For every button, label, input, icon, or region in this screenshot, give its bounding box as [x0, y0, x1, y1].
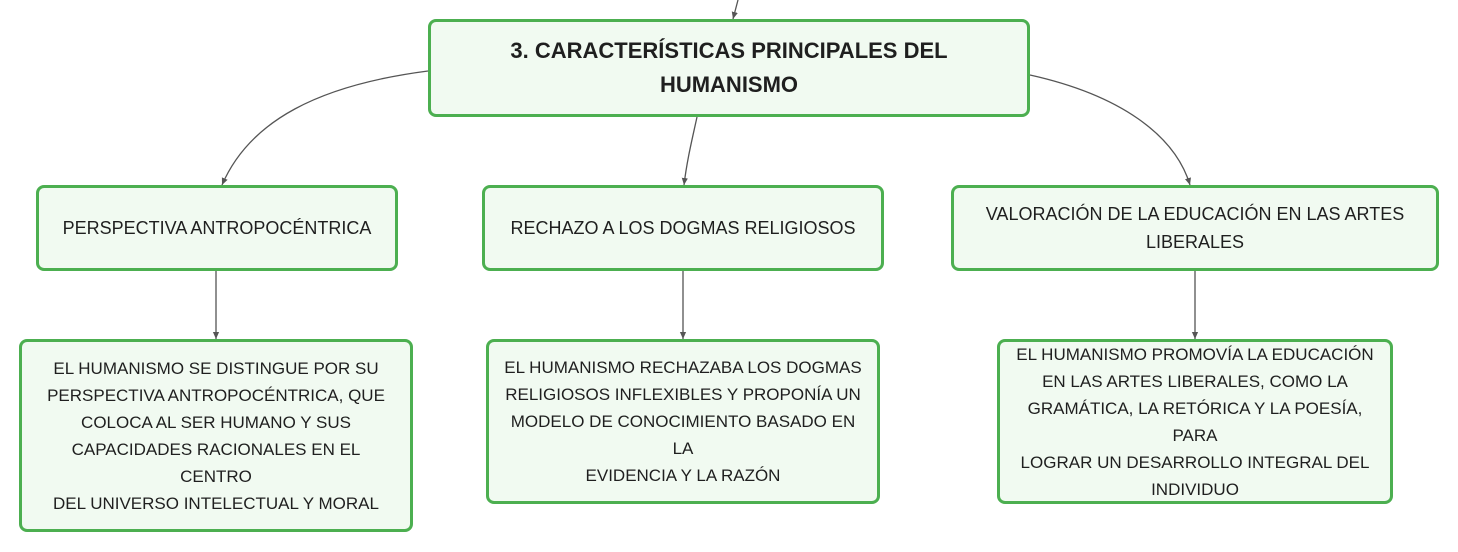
detail-text-antropocentrica: EL HUMANISMO SE DISTINGUE POR SU PERSPECTIVA ANTROPOCÉNTRICA, QUE COLOCA AL SER HUMANO Y SUS CAPACIDADES RACIONALES EN EL CENTRO DEL UNIVERSO INTELECTUAL Y MORAL [47, 358, 385, 513]
branch-label-educacion: VALORACIÓN DE LA EDUCACIÓN EN LAS ARTES LIBERALES [985, 204, 1405, 252]
connector-root-to-branch-3 [1030, 75, 1190, 185]
branch-label-antropocentrica: PERSPECTIVA ANTROPOCÉNTRICA [62, 218, 372, 238]
connector-root-to-branch-1 [222, 71, 428, 185]
connector-root-to-branch-2 [684, 117, 697, 185]
detail-text-dogmas: EL HUMANISMO RECHAZABA LOS DOGMAS RELIGIOSOS INFLEXIBLES Y PROPONÍA UN MODELO DE CONOCIMIENTO BASADO EN LA EVIDENCIA Y LA RAZÓN [504, 358, 862, 485]
branch-node-antropocentrica[interactable] [36, 185, 398, 271]
detail-text-educacion: EL HUMANISMO PROMOVÍA LA EDUCACIÓN EN LAS ARTES LIBERALES, COMO LA GRAMÁTICA, LA RETÓRICA Y LA POESÍA, PARA LOGRAR UN DESARROLLO INTEGRAL DEL INDIVIDUO [1016, 344, 1374, 499]
root-topic-label: 3. CARACTERÍSTICAS PRINCIPALES DEL HUMANISMO [510, 38, 948, 97]
detail-node-antropocentrica[interactable] [19, 339, 413, 532]
branch-label-dogmas: RECHAZO A LOS DOGMAS RELIGIOSOS [510, 218, 856, 238]
detail-node-educacion[interactable] [997, 339, 1393, 504]
root-topic-node[interactable] [428, 19, 1030, 117]
detail-node-dogmas[interactable] [486, 339, 880, 504]
connector-parent-to-root [733, 0, 738, 19]
branch-node-educacion[interactable] [951, 185, 1439, 271]
branch-node-dogmas[interactable] [482, 185, 884, 271]
